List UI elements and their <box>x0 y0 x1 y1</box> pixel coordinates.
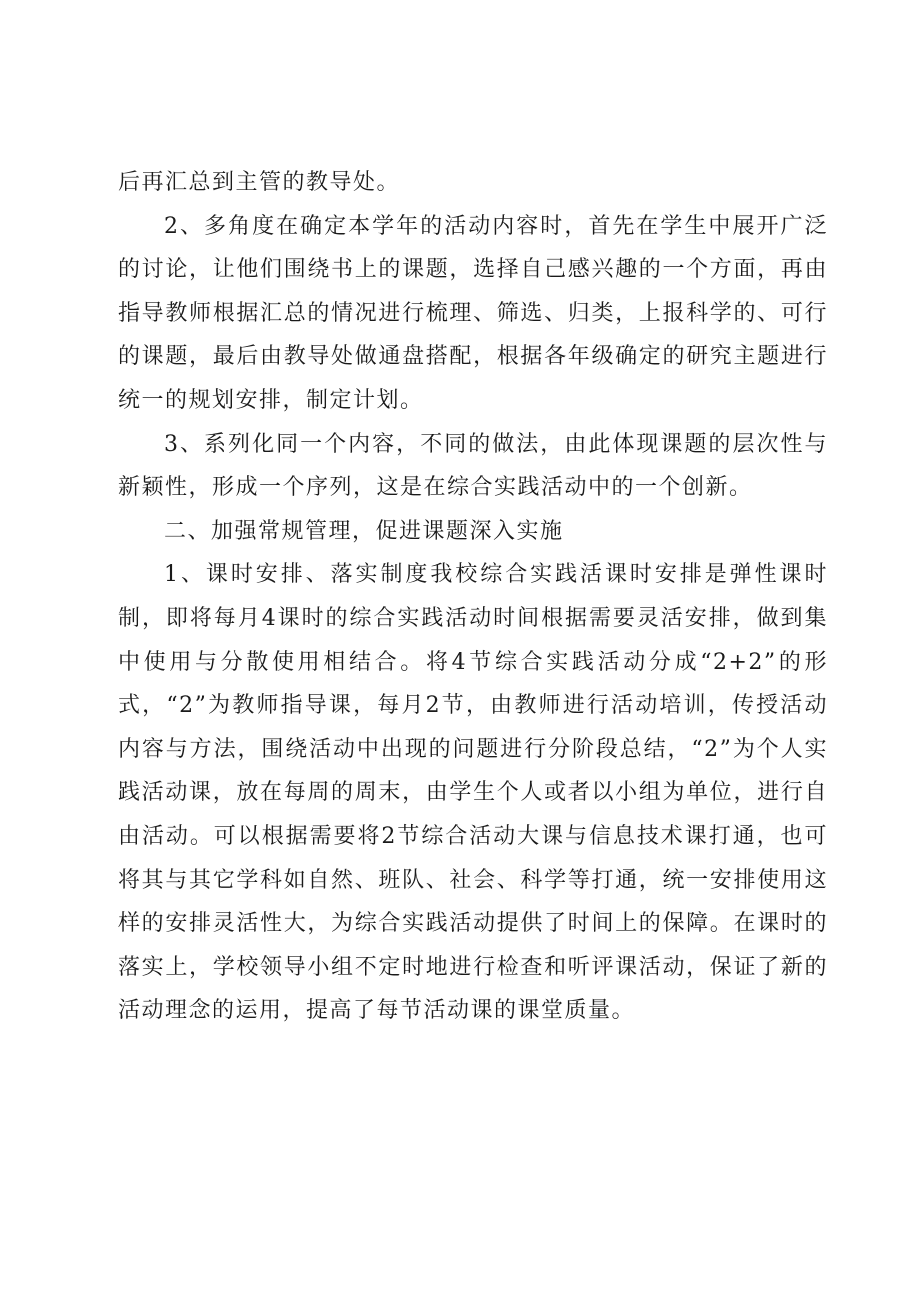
paragraph-item-1: 1、课时安排、落实制度我校综合实践活课时安排是弹性课时制，即将每月4课时的综合实践活动时间根据需要灵活安排，做到集中使用与分散使用相结合。将4节综合实践活动分成“2+2”的形式，“2”为教师指导课，每月2节，由教师进行活动培训，传授活动内容与方法，围绕活动中出现的问题进行分阶段总结，“2”为个人实践活动课，放在每周的周末，由学生个人或者以小组为单位，进行自由活动。可以根据需要将2节综合活动大课与信息技术课打通，也可将其与其它学科如自然、班队、社会、科学等打通，统一安排使用这样的安排灵活性大，为综合实践活动提供了时间上的保障。在课时的落实上，学校领导小组不定时地进行检查和听评课活动，保证了新的活动理念的运用，提高了每节活动课的课堂质量。 <box>118 562 828 1024</box>
document-body <box>118 161 828 1033</box>
paragraph-continuation: 后再汇总到主管的教导处。 <box>118 170 401 195</box>
paragraph-item-2: 2、多角度在确定本学年的活动内容时，首先在学生中展开广泛的讨论，让他们围绕书上的课题，选择自己感兴趣的一个方面，再由指导教师根据汇总的情况进行梳理、筛选、归类，上报科学的、可行的课题，最后由教导处做通盘搭配，根据各年级确定的研究主题进行统一的规划安排，制定计划。 <box>118 213 828 413</box>
section-heading: 二、加强常规管理，促进课题深入实施 <box>164 518 564 544</box>
paragraph-item-3: 3、系列化同一个内容，不同的做法，由此体现课题的层次性与新颖性，形成一个序列，这是在综合实践活动中的一个创新。 <box>118 431 828 501</box>
